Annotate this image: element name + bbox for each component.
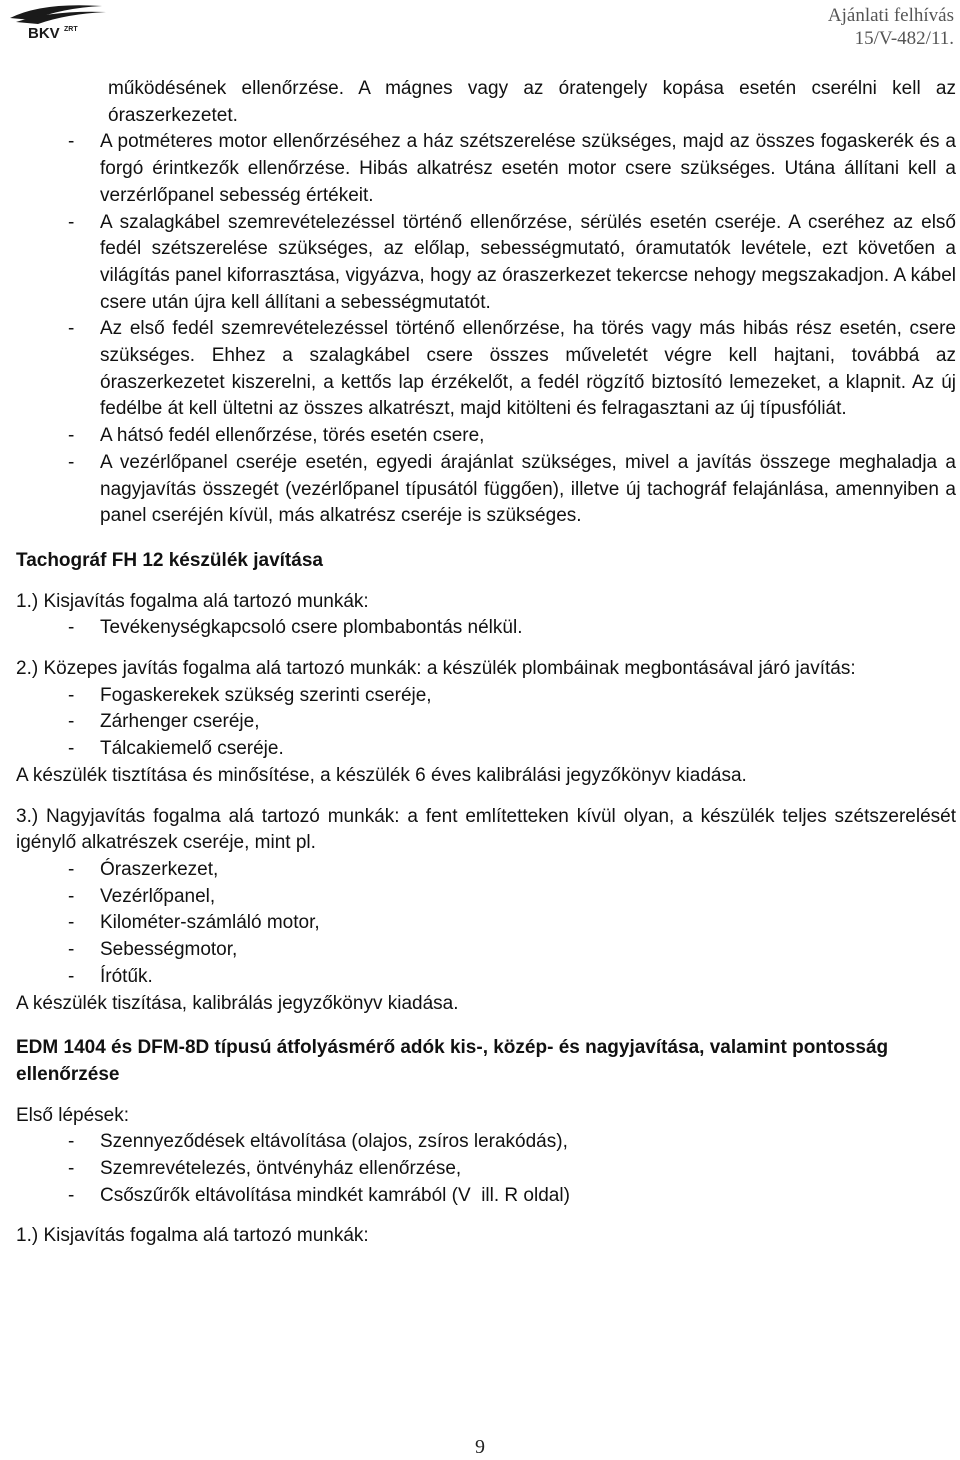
list-item: - Szennyeződések eltávolítása (olajos, zsíros lerakódás), xyxy=(68,1131,568,1153)
page-number: 9 xyxy=(475,1436,485,1458)
list-item: - Sebességmotor, xyxy=(68,939,238,961)
list-item: - Zárhenger cseréje, xyxy=(68,711,260,733)
nagyjavitas-title: 3.) Nagyjavítás fogalma alá tartozó munkák: a fent említetteken kívül olyan, a készülék teljes szétszerelését igénylő alkatrészek cseréje, mint pl. xyxy=(16,805,956,854)
nagyjavitas-note: A készülék tiszítása, kalibrálás jegyzőkönyv kiadása. xyxy=(16,992,459,1014)
list-item: - Tálcakiemelő cseréje. xyxy=(68,738,284,760)
section-heading-fh12: Tachográf FH 12 készülék javítása xyxy=(16,549,323,571)
list-item: - A hátsó fedél ellenőrzése, törés esetén csere, xyxy=(68,425,485,447)
doc-number: 15/V-482/11. xyxy=(854,28,954,49)
first-steps-title: Első lépések: xyxy=(16,1104,130,1126)
list-item: - Óraszerkezet, xyxy=(68,858,219,880)
list-item: - A vezérlőpanel cseréje esetén, egyedi árajánlat szükséges, mivel a javítás összege meghaladja a nagyjavítás összegét (vezérlőpanel típusától függően), illetve új tachográf felajánlása, amennyiben a panel cseréjén kívül, más alkatrész cseréje is szükséges. xyxy=(68,451,956,527)
list-item: - Írótűk. xyxy=(68,965,153,987)
edm-kisjavitas-title: 1.) Kisjavítás fogalma alá tartozó munkák: xyxy=(16,1225,369,1247)
list-item: - Szemrevételezés, öntvényház ellenőrzése, xyxy=(68,1158,462,1180)
list-item: - Vezérlőpanel, xyxy=(68,885,216,907)
list-item: - Az első fedél szemrevételezéssel történő ellenőrzése, ha törés vagy más hibás rész esetén, csere szükséges. Ehhez a szalagkábel csere összes műveletét végre kell hajtani, továbbá az óraszerkezetet kiszerelni, a kettős lap érzékelőt, a fedél rögzítő biztosító lemezeket, a klapnit. Az új fedélbe át kell ültetni az összes alkatrészt, majd kitölteni és felragasztani az új típusfóliát. xyxy=(68,318,956,420)
kozepes-note: A készülék tisztítása és minősítése, a készülék 6 éves kalibrálási jegyzőkönyv kiadása. xyxy=(16,764,747,786)
svg-text:BKV: BKV xyxy=(28,25,60,42)
list-item: - A potméteres motor ellenőrzéséhez a ház szétszerelése szükséges, majd az összes fogaskerék és a forgó érintkezők ellenőrzése. Hibás alkatrész esetén motor csere szükséges. Utána állítani kell a verzérlőpanel sebesség értékeit. xyxy=(68,131,956,206)
list-item: - Tevékenységkapcsoló csere plombabontás nélkül. xyxy=(68,617,523,639)
document-body xyxy=(16,76,956,1250)
section-heading-edm: EDM 1404 és DFM-8D típusú átfolyásmérő adók kis-, közép- és nagyjavítása, valamint pontosság ellenőrzése xyxy=(16,1037,889,1085)
list-item: - Fogaskerekek szükség szerinti cseréje, xyxy=(68,684,432,706)
list-item: - A szalagkábel szemrevételezéssel történő ellenőrzése, sérülés esetén cseréje. A cseréhez az első fedél szétszerelése szükséges, az előlap, sebességmutató, óramutatók levétele, ezt követően a világítás panel kiforrasztása, vigyázva, hogy az óraszerkezet tekercse nehogy megszakadjon. A kábel csere után újra kell állítani a sebességmutatót. xyxy=(68,211,956,313)
doc-title: Ajánlati felhívás xyxy=(827,5,954,26)
header-doc-info xyxy=(828,4,954,50)
intro-paragraph: működésének ellenőrzése. A mágnes vagy az óratengely kopása esetén cserélni kell az óraszerkezetet. xyxy=(108,78,956,126)
page-header xyxy=(0,0,960,52)
svg-text:ZRT: ZRT xyxy=(64,26,78,33)
kisjavitas-title: 1.) Kisjavítás fogalma alá tartozó munkák: xyxy=(16,590,369,612)
kozepes-javitas-title: 2.) Közepes javítás fogalma alá tartozó munkák: a készülék plombáinak megbontásával járó javítás: xyxy=(16,658,856,680)
list-item: - Csőszűrők eltávolítása mindkét kamrából (V ill. R oldal) xyxy=(68,1184,570,1206)
list-item: - Kilométer-számláló motor, xyxy=(68,912,320,934)
bkv-logo xyxy=(2,0,112,44)
